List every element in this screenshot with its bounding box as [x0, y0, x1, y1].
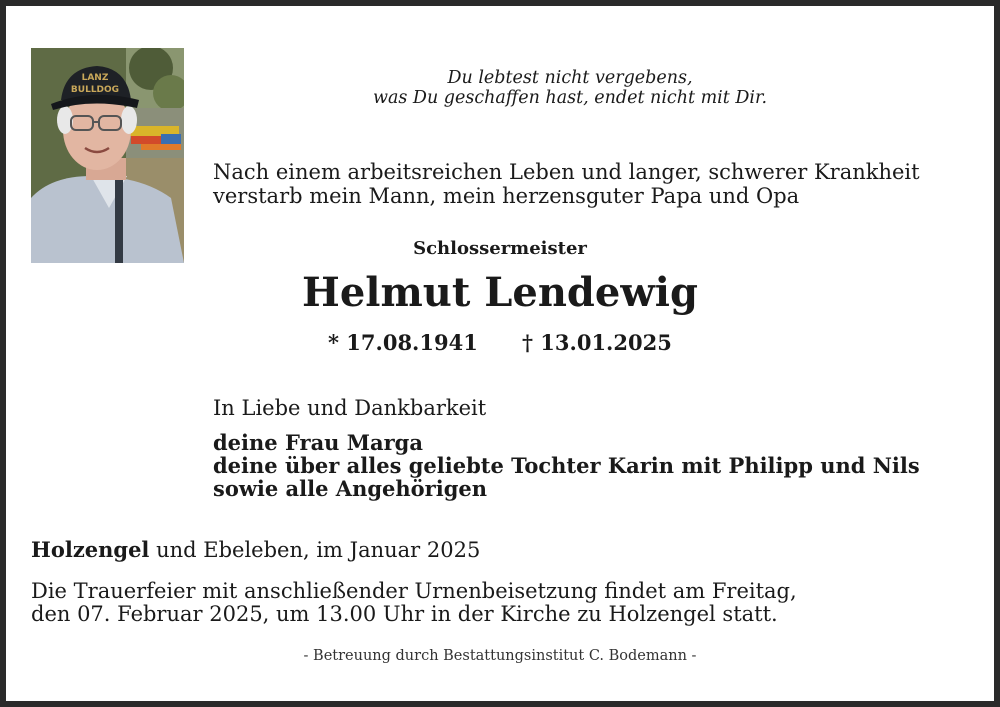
deceased-name: Helmut Lendewig: [302, 269, 698, 316]
mourner-line: sowie alle Angehörigen: [213, 476, 488, 501]
portrait-photo: [31, 48, 184, 263]
place-rest: und Ebeleben, im Januar 2025: [149, 538, 481, 562]
cap-text-top: LANZ: [81, 73, 109, 83]
undertaker-credit: - Betreuung durch Bestattungsinstitut C. Bodemann -: [303, 648, 697, 664]
intro-line-2: verstarb mein Mann, mein herzensguter Papa und Opa: [213, 184, 800, 208]
ceremony-info: [31, 580, 971, 626]
death-date: † 13.01.2025: [522, 330, 672, 355]
mourners-list: [213, 431, 973, 500]
intro-line-1: Nach einem arbeitsreichen Leben und langer, schwerer Krankheit: [213, 160, 920, 184]
profession-title: Schlossermeister: [413, 238, 587, 259]
place-and-date: [31, 537, 480, 562]
mourner-line: deine Frau Marga: [213, 430, 423, 455]
cap-text-bottom: BULLDOG: [70, 85, 120, 95]
motto-line-2: was Du geschaffen hast, endet nicht mit Dir.: [372, 88, 768, 108]
birth-date: * 17.08.1941: [328, 330, 478, 355]
ceremony-line-2: den 07. Februar 2025, um 13.00 Uhr in der Kirche zu Holzengel statt.: [31, 602, 778, 626]
place-name: Holzengel: [31, 537, 150, 562]
portrait-illustration: [31, 48, 184, 263]
motto-line-1: Du lebtest nicht vergebens,: [447, 68, 693, 88]
motto-quote: [300, 68, 840, 108]
intro-text: [213, 160, 983, 208]
ceremony-line-1: Die Trauerfeier mit anschließender Urnenbeisetzung findet am Freitag,: [31, 579, 797, 603]
dedication-line: In Liebe und Dankbarkeit: [213, 396, 487, 420]
mourner-line: deine über alles geliebte Tochter Karin mit Philipp und Nils: [213, 453, 920, 478]
